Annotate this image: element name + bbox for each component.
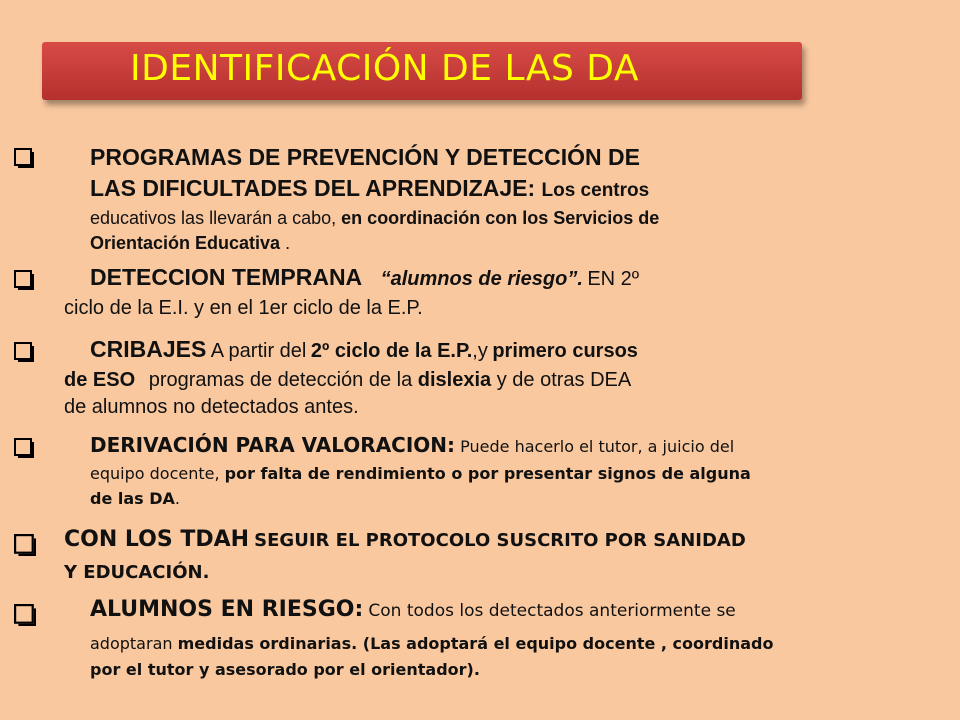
- text-e: .: [174, 489, 181, 508]
- text-d: Orientación Educativa: [90, 233, 281, 253]
- text-c: ,y: [472, 340, 488, 362]
- text-a: Los centros: [541, 180, 650, 201]
- text-b: educativos las llevarán a cabo,: [90, 208, 337, 228]
- checkbox-bullet-icon: [14, 270, 32, 288]
- text-c: por falta de rendimiento o por presentar signos de alguna: [224, 464, 751, 483]
- heading: CON LOS TDAH: [64, 527, 250, 552]
- text-d: por el tutor y asesorado por el orientador).: [90, 660, 480, 679]
- text-g: dislexia: [417, 369, 492, 391]
- text-e: de ESO: [64, 369, 136, 391]
- text-a: Con todos los detectados anteriormente se: [368, 601, 736, 621]
- text-a: SEGUIR EL PROTOCOLO SUSCRITO POR SANIDAD: [254, 530, 746, 551]
- heading-line1: PROGRAMAS DE PREVENCIÓN Y DETECCIÓN DE: [90, 144, 640, 170]
- text-b: Y EDUCACIÓN.: [64, 562, 210, 583]
- text-a: A partir del: [210, 340, 307, 362]
- heading: CRIBAJES: [90, 336, 207, 362]
- text-d: primero cursos: [492, 340, 638, 362]
- heading-line2: LAS DIFICULTADES DEL APRENDIZAJE:: [90, 175, 536, 201]
- quote: “alumnos de riesgo”.: [380, 268, 583, 290]
- checkbox-bullet-icon: [14, 438, 32, 456]
- text-d: de las DA: [90, 489, 175, 508]
- text-b: 2º ciclo de la E.P.: [310, 340, 473, 362]
- checkbox-bullet-icon: [14, 342, 32, 360]
- text-i: de alumnos no detectados antes.: [64, 396, 359, 418]
- title-banner: [42, 42, 802, 100]
- text-b: adoptaran: [90, 634, 173, 653]
- text-e: .: [285, 233, 291, 253]
- checkbox-bullet-icon: [14, 604, 34, 624]
- heading: DERIVACIÓN PARA VALORACION:: [90, 433, 456, 457]
- heading: DETECCION TEMPRANA: [90, 264, 363, 290]
- text-b: ciclo de la E.I. y en el 1er ciclo de la E.P.: [64, 297, 423, 319]
- text-f: programas de detección de la: [148, 369, 413, 391]
- text-h: y de otras DEA: [496, 369, 632, 391]
- text-c: medidas ordinarias. (Las adoptará el equipo docente , coordinado: [177, 634, 774, 653]
- text-c: en coordinación con los Servicios de: [341, 208, 660, 228]
- heading: ALUMNOS EN RIESGO:: [90, 597, 364, 622]
- slide-title: IDENTIFICACIÓN DE LAS DA: [130, 48, 639, 89]
- text-a: Puede hacerlo el tutor, a juicio del: [460, 437, 735, 456]
- checkbox-bullet-icon: [14, 534, 34, 554]
- text-b: equipo docente,: [90, 464, 220, 483]
- text-a: EN 2º: [587, 268, 640, 290]
- checkbox-bullet-icon: [14, 148, 32, 166]
